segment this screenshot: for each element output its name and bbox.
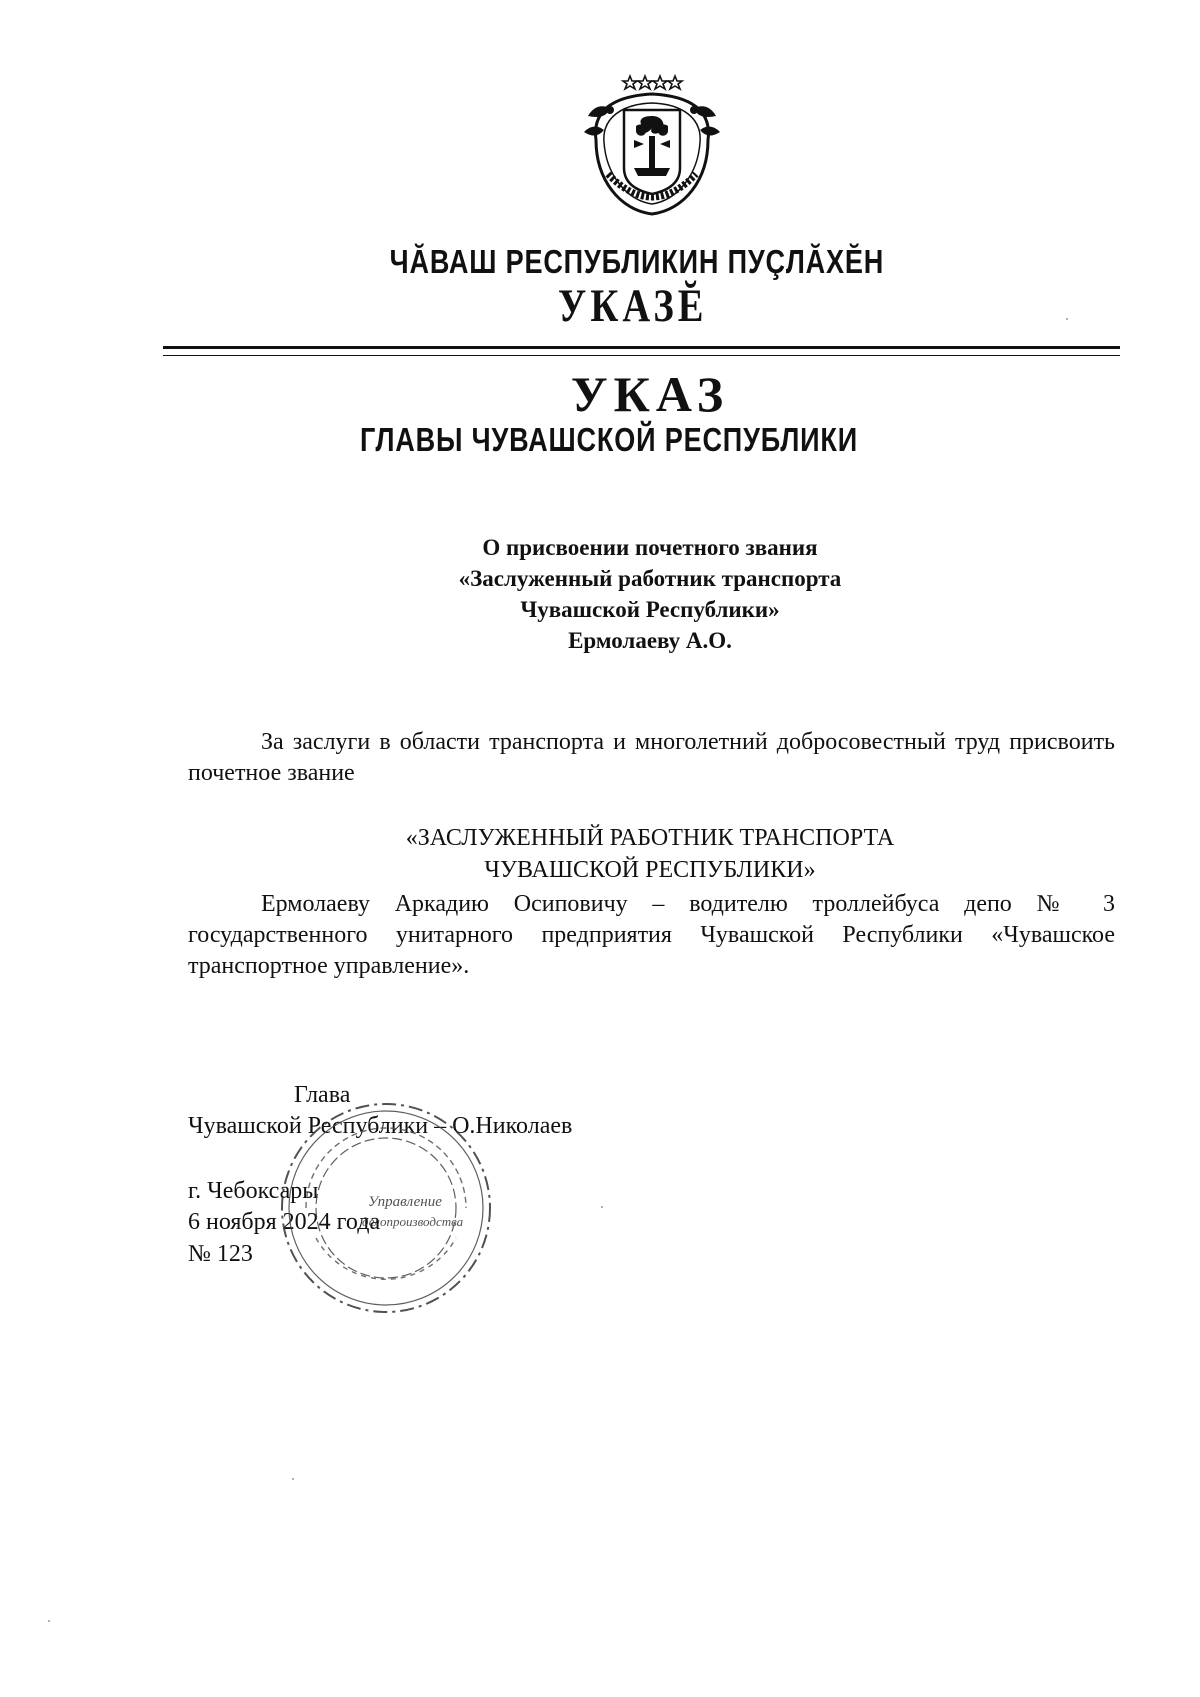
header-divider-thick: [163, 346, 1120, 349]
chuvash-title-line1: ЧĂВАШ РЕСПУБЛИКИН ПУÇЛĂХĔН: [389, 243, 885, 280]
honor-title-line: «ЗАСЛУЖЕННЫЙ РАБОТНИК ТРАНСПОРТА: [405, 825, 895, 851]
body-paragraph-1: За заслуги в области транспорта и многолетний добросовестный труд присвоить почетное звание: [188, 729, 1115, 786]
decree-place: г. Чебоксары: [188, 1178, 319, 1204]
honor-title-line: ЧУВАШСКОЙ РЕСПУБЛИКИ»: [484, 857, 816, 883]
signature-name: Чувашской Республики – О.Николаев: [188, 1113, 573, 1139]
decree-date: 6 ноября 2024 года: [188, 1209, 381, 1235]
subject-line: Ермолаеву А.О.: [568, 628, 732, 653]
russian-title-line1: УКАЗ: [570, 366, 730, 422]
official-seal: [276, 1098, 496, 1318]
russian-title-line2: ГЛАВЫ ЧУВАШСКОЙ РЕСПУБЛИКИ: [359, 421, 859, 458]
subject-line: О присвоении почетного звания: [482, 535, 818, 560]
honor-title: [300, 822, 1000, 886]
seal-inner-line2: делопроизводства: [362, 1214, 464, 1229]
seal-inner-line1: Управление: [368, 1194, 442, 1210]
scan-speck: [292, 1478, 294, 1480]
scan-speck: [48, 1620, 50, 1622]
chuvash-title-line2: УКАЗĔ: [557, 280, 708, 332]
subject-line: Чувашской Республики»: [520, 597, 780, 622]
signature-position: Глава: [294, 1082, 351, 1108]
coat-of-arms-emblem: [574, 70, 730, 220]
scan-speck: [1066, 318, 1068, 320]
decree-number: № 123: [188, 1241, 253, 1267]
subject-line: «Заслуженный работник транспорта: [458, 566, 842, 591]
header-divider-thin: [163, 355, 1120, 356]
body-paragraph-2: Ермолаеву Аркадию Осиповичу – водителю троллейбуса депо № 3 государственного унитарного предприятия Чувашской Республики «Чувашское транспортное управление».: [188, 891, 1115, 979]
header-russian: [0, 365, 1200, 459]
decree-subject: [300, 532, 1000, 656]
scan-speck: [601, 1206, 603, 1208]
header-chuvash: [108, 243, 1092, 333]
